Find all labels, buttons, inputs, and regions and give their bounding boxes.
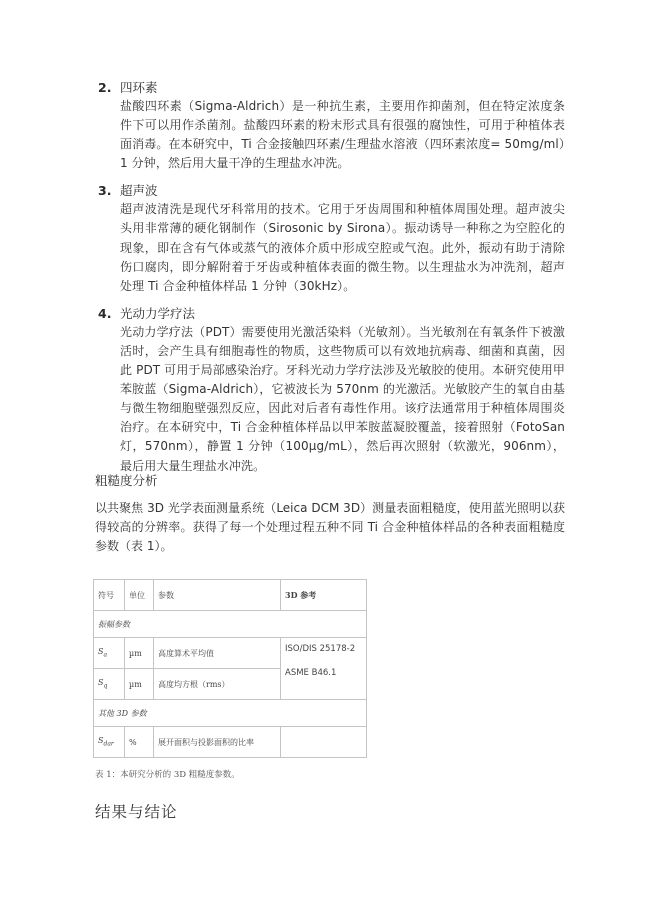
item-body: 盐酸四环素（Sigma-Aldrich）是一种抗生素，主要用作抑菌剂，但在特定浓度条件下可以用作杀菌剂。盐酸四环素的粉末形式具有很强的腐蚀性，可用于种植体表面消毒。在本研究中，Ti 合金接触四环素/生理盐水溶液（四环素浓度= 50mg/ml）1 分钟，然后用大量干净的生理盐水冲洗。 xyxy=(120,99,565,171)
unit-cell: % xyxy=(125,727,154,758)
symbol-cell: $S_q$ xyxy=(94,669,125,700)
table-group-row xyxy=(94,700,367,727)
table-row xyxy=(94,727,367,758)
section-title-results: 结果与结论 xyxy=(95,803,178,821)
header-ref: 3D 参考 xyxy=(281,580,367,611)
group-amplitude: 振幅参数 xyxy=(94,611,367,638)
ref-asme: ASME B46.1 xyxy=(285,668,337,678)
symbol-cell: $S_{dar}$ xyxy=(94,727,125,758)
item-title: 超声波 xyxy=(120,183,158,199)
item-number: 4. xyxy=(98,305,112,321)
unit-cell: µm xyxy=(125,638,154,669)
ref-iso: ISO/DIS 25178-2 xyxy=(285,644,356,654)
item-number: 3. xyxy=(98,183,112,199)
treatment-list xyxy=(95,78,565,484)
list-item-pdt xyxy=(95,304,565,476)
table-group-row xyxy=(94,611,367,638)
item-body: 光动力学疗法（PDT）需要使用光激活染料（光敏剂）。当光敏剂在有氧条件下被激活时，会产生具有细胞毒性的物质，这些物质可以有效地抗病毒、细菌和真菌，因此 PDT 可用于局部感染治疗。牙科光动力学疗法涉及光敏胶的使用。本研究使用甲苯胺蓝（Sigma-Aldrich），它被波长为 570nm 的光激活。光敏胶产生的氧自由基与微生物细胞壁强烈反应，因此对后者有毒性作用。该疗法通常用于种植体周围炎治疗。在本研究中，Ti 合金种植体样品以甲苯胺蓝凝胶覆盖，接着照射（FotoSan 灯，570nm），静置 1 分钟（100µg/mL），然后再次照射（软激光，906nm），最后用大量生理盐水冲洗。 xyxy=(120,324,565,473)
list-item-tetracycline xyxy=(95,78,565,173)
group-other-3d: 其他 3D 参数 xyxy=(94,700,367,727)
section-body-roughness: 以共聚焦 3D 光学表面测量系统（Leica DCM 3D）测量表面粗糙度，使用蓝光照明以获得较高的分辨率。获得了每一个处理过程五种不同 Ti 合金种植体样品的各种表面粗糙度参数（表 1）。 xyxy=(95,501,565,554)
symbol-cell: $S_a$ xyxy=(94,638,125,669)
table-row xyxy=(94,638,367,669)
item-body: 超声波清洗是现代牙科常用的技术。它用于牙齿周围和种植体周围处理。超声波尖头用非常薄的硬化钢制作（Sirosonic by Sirona）。振动诱导一种称之为空腔化的现象，即在含有气体或蒸气的液体介质中形成空腔或气泡。此外，振动有助于清除伤口腐肉，即分解附着于牙齿或种植体表面的微生物。以生理盐水为冲洗剂，超声处理 Ti 合金种植体样品 1 分钟（30kHz）。 xyxy=(120,202,565,293)
item-title: 光动力学疗法 xyxy=(120,305,196,321)
ref-cell-empty xyxy=(281,727,367,758)
ref-cell xyxy=(281,638,367,700)
table-caption: 表 1：本研究分析的 3D 粗糙度参数。 xyxy=(95,770,240,780)
table-header-row xyxy=(94,580,367,611)
header-symbol: 符号 xyxy=(94,580,125,611)
header-param: 参数 xyxy=(154,580,281,611)
header-unit: 单位 xyxy=(125,580,154,611)
item-title: 四环素 xyxy=(120,80,158,95)
roughness-parameters-table xyxy=(93,579,367,758)
section-title-roughness: 粗糙度分析 xyxy=(95,473,158,488)
item-number: 2. xyxy=(98,80,112,95)
unit-cell: µm xyxy=(125,669,154,700)
param-cell: 高度均方根（rms） xyxy=(154,669,281,700)
list-item-ultrasound xyxy=(95,181,565,295)
param-cell: 展开面积与投影面积的比率 xyxy=(154,727,281,758)
param-cell: 高度算术平均值 xyxy=(154,638,281,669)
